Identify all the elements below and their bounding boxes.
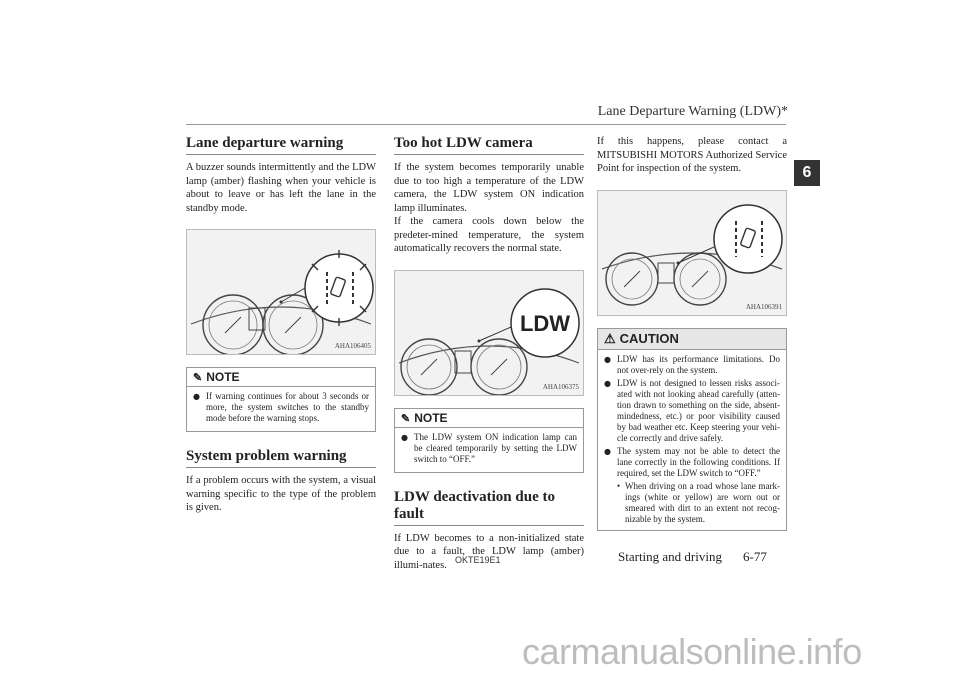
bullet-icon: ●	[604, 354, 611, 364]
heading-lane-departure-warning: Lane departure warning	[186, 135, 376, 155]
caution-box	[597, 328, 787, 531]
figure-code: AHA106391	[745, 302, 782, 311]
document-code: OKTE19E1	[455, 555, 501, 565]
note-title: NOTE	[206, 370, 240, 384]
heading-system-problem-warning: System problem warning	[186, 448, 376, 468]
instrument-cluster-illustration	[187, 230, 375, 354]
paragraph-lane-departure: A buzzer sounds intermittently and the LDW lamp (amber) flashing when your vehicle is about to leave or has left the lane in the standby mode.	[186, 162, 376, 214]
warning-triangle-icon: ⚠	[604, 330, 616, 346]
note-icon: ✎	[193, 372, 203, 384]
column-2	[394, 135, 584, 572]
figure-ldw-indicator	[394, 270, 584, 396]
heading-too-hot-ldw-camera: Too hot LDW camera	[394, 135, 584, 155]
note-box	[186, 367, 376, 432]
figure-lane-departure	[186, 229, 376, 355]
paragraph-too-hot-1: If the system becomes temporarily unable due to too high a temperature of the LDW camera, the LDW system ON indication lamp illuminates.	[394, 162, 584, 214]
chapter-tab: 6	[794, 160, 820, 186]
header-divider	[186, 124, 786, 125]
note-item: ● The LDW system ON indication lamp can be cleared temporarily by setting the LDW switch to “OFF.”	[401, 431, 577, 464]
paragraph-too-hot-2: If the camera cools down below the predeter-mined temperature, the system automatically recovers the normal state.	[394, 216, 584, 254]
watermark: carmanualsonline.info	[522, 631, 862, 672]
paragraph-ldw-deactivation: If LDW becomes to a non-initialized state due to a fault, the LDW lamp (amber) illumi-nates.	[394, 532, 584, 571]
heading-ldw-deactivation: LDW deactivation due to fault	[394, 489, 584, 526]
bullet-icon: ●	[401, 432, 408, 442]
caution-subitem: • When driving on a road whose lane mark-ings (white or yellow) are worn out or smeared with dirt to an extent not recog-nizable by the system.	[617, 480, 780, 524]
note-item: ● If warning continues for about 3 seconds or more, the system switches to the standby mode before the warning stops.	[193, 391, 369, 423]
instrument-cluster-illustration	[598, 191, 786, 315]
caution-item: ● LDW has its performance limitations. Do not over-rely on the system.	[604, 353, 780, 375]
running-header: Lane Departure Warning (LDW)*	[597, 104, 788, 119]
footer-section-name: Starting and driving	[618, 549, 722, 564]
column-1	[186, 135, 376, 515]
column-3	[597, 135, 787, 531]
note-header	[395, 409, 583, 428]
page-number: 6-77	[743, 549, 767, 564]
ldw-indicator-label: LDW	[519, 310, 571, 336]
note-title: NOTE	[414, 410, 448, 425]
bullet-icon: ●	[604, 378, 611, 388]
caution-title: CAUTION	[619, 330, 679, 346]
paragraph-system-problem: If a problem occurs with the system, a visual warning specific to the type of the problem is given.	[186, 475, 376, 513]
note-header	[187, 368, 375, 387]
note-icon: ✎	[401, 412, 411, 425]
caution-header	[598, 329, 786, 350]
figure-code: AHA106375	[542, 382, 579, 391]
caution-item: ● The system may not be able to detect the lane correctly in the following conditions. If required, set the LDW switch to “OFF.”	[604, 445, 780, 478]
figure-code: AHA106405	[334, 342, 371, 350]
caution-item: ● LDW is not designed to lessen risks associ-ated with not looking ahead carefully (atten-tion drawn to something on the side, absent-mindedness, etc.) or poor visibility caused by bad weather etc. Keep steering your vehi-cle correctly and drive safely.	[604, 377, 780, 443]
figure-ldw-lamp	[597, 190, 787, 316]
instrument-cluster-illustration	[395, 271, 583, 395]
sub-bullet-icon: •	[617, 480, 621, 491]
note-box	[394, 408, 584, 473]
bullet-icon: ●	[604, 446, 611, 456]
paragraph-contact-service: If this happens, please contact a MITSUBISHI MOTORS Authorized Service Point for inspection of the system.	[597, 136, 787, 174]
bullet-icon: ●	[193, 392, 200, 401]
